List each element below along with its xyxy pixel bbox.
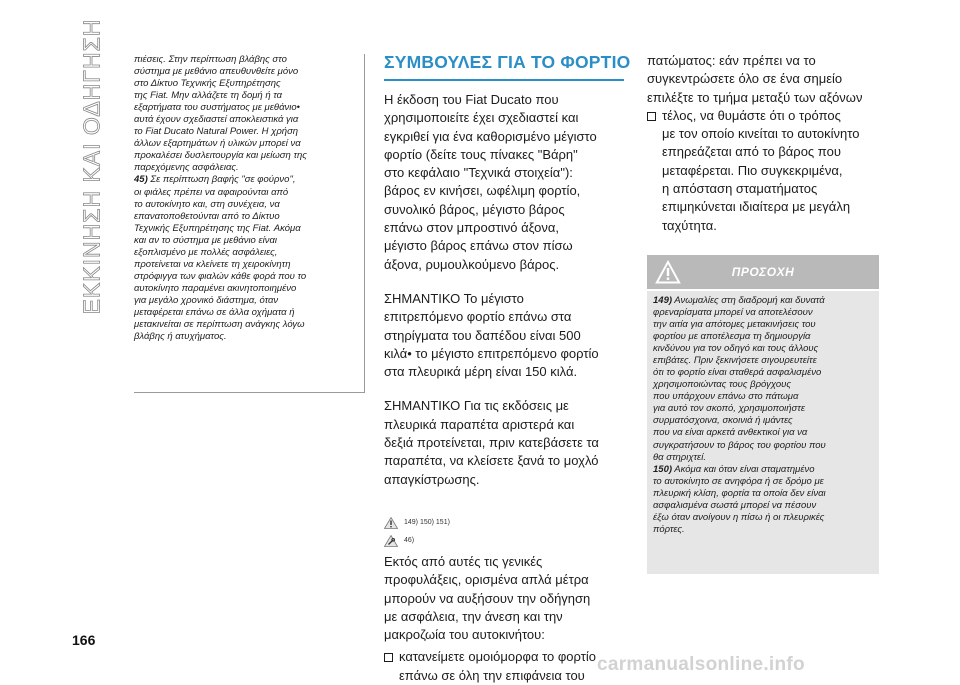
caution-wrench-icon (384, 535, 398, 547)
watermark: carmanualsonline.info (597, 654, 805, 675)
caution-references (384, 533, 624, 549)
general-precautions-paragraph: Εκτός από αυτές τις γενικές προφυλάξεις, ορισμένα απλά μέτρα μπορούν να αυξήσουν την οδήγηση με ασφάλεια, την άνεση και την μακροζωία του αυτοκινήτου: (384, 553, 591, 643)
middle-column (384, 52, 631, 685)
section-heading: ΣΥΜΒΟΥΛΕΣ ΓΙΑ ΤΟ ΦΟΡΤΙΟ (384, 52, 624, 81)
square-bullet-icon (647, 112, 656, 121)
warning-150 (653, 464, 875, 536)
warning-149-number: 149) (653, 294, 673, 306)
left-column-paragraph: πιέσεις. Στην περίπτωση βλάβης στο σύστημα με μεθάνιο απευθυνθείτε μόνο στο Δίκτυο Τεχνικής Εξυπηρέτησης της Fiat. Μην αλλάζετε τη δομή ή τα εξαρτήματα του συστήματος με μεθάνιο• αυτά έχουν σχεδιαστεί αποκλειστικά για το Fiat Ducato Natural Power. Η χρήση άλλων εξαρτημάτων ή υλικών μπορεί να προκαλέσει δυσλειτουργία και μείωση της παρεχόμενης ασφάλειας. (134, 54, 307, 174)
note-45 (134, 174, 364, 343)
bullet-distribute-load (384, 648, 624, 685)
warning-149 (653, 295, 875, 464)
left-column (134, 54, 365, 393)
bullet-distribute-load-text: κατανείμετε ομοιόμορφα το φορτίο επάνω σε όλη την επιφάνεια του (399, 649, 596, 683)
important-side-panels-paragraph: ΣΗΜΑΝΤΙΚΟ Για τις εκδόσεις με πλευρικά παραπέτα αριστερά και δεξιά προτείνεται, πριν κατεβάσετε τα παραπέτα, να κλείσετε ξανά το μοχλό απαγκίστρωσης. (384, 398, 599, 487)
important-floor-load-paragraph: ΣΗΜΑΝΤΙΚΟ Το μέγιστο επιτρεπόμενο φορτίο επάνω στα στηρίγματα του δαπέδου είναι 500 κιλά• το μέγιστο επιτρεπόμενο φορτίο στα πλευρικά μέρη είναι 150 κιλά. (384, 290, 599, 380)
warning-150-number: 150) (653, 463, 673, 475)
warning-triangle-icon (384, 517, 398, 529)
note-45-text: Σε περίπτωση βαφής "σε φούρνο", οι φιάλες πρέπει να αφαιρούνται από το αυτοκίνητο και, στη συνέχεια, να επανατοποθετούνται από το Δίκτυο Τεχνικής Εξυπηρέτησης της Fiat. Ακόμα και αν το σύστημα με μεθάνιο είναι εξοπλισμένο με πολλές ασφάλειες, προτείνεται να κλείνετε τη χειροκίνητη στρόφιγγα των φιαλών κάθε φορά που το αυτοκίνητο παραμένει ακινητοποιημένο για μεγάλο χρονικό διάστημα, όταν μεταφέρεται επάνω σε άλλα οχήματα ή μετακινείται σε περίπτωση ανάγκης λόγω βλάβης ή ατυχήματος. (134, 174, 307, 343)
note-45-number: 45) (134, 174, 148, 186)
bullet-braking-distance (647, 107, 879, 235)
section-side-title-text: ΕΚΚΙΝΗΣΗ ΚΑΙ ΟΔΗΓΗΣΗ (78, 18, 105, 314)
warning-149-text: Ανωμαλίες στη διαδρομή και δυνατά φρεναρίσματα μπορεί να αποτελέσουν την αιτία για απότομες μετακινήσεις του φορτίου με αποτέλεσμα τη δημιουργία κινδύνου για τον οδηγό και τους άλλους επιβάτες. Πριν ξεκινήσετε σιγουρευτείτε ότι το φορτίο είναι σταθερά ασφαλισμένο χρησιμοποιώντας τους βρόγχους που υπάρχουν επάνω στο πάτωμα για αυτό τον σκοπό, χρησιμοποιήστε συρματόσχοινα, σκοινιά ή ιμάντες που να είναι αρκετά ανθεκτικοί για να συγκρατήσουν το βάρος του φορτίου που θα στηριχτεί. (653, 294, 826, 463)
right-column (647, 52, 879, 574)
page-number: 166 (72, 632, 96, 648)
warning-box-header (647, 255, 879, 289)
bullet-distribute-load-continued: πατώματος: εάν πρέπει να το συγκεντρώσετε όλο σε ένα σημείο επιλέξτε το τμήμα μεταξύ των αξόνων (647, 53, 863, 105)
section-side-title (72, 16, 112, 316)
warning-references (384, 515, 624, 531)
load-intro-paragraph: Η έκδοση του Fiat Ducato που χρησιμοποιείτε έχει σχεδιαστεί και εγκριθεί για ένα καθορισμένο μέγιστο φορτίο (δείτε τους πίνακες "Βάρη" στο κεφάλαιο "Τεχνικά στοιχεία"): βάρος εν κινήσει, ωφέλιμη φορτίο, συνολικό βάρος, μέγιστο βάρος επάνω στον μπροστινό άξονα, μέγιστο βάρος επάνω στον πίσω άξονα, ρυμουλκούμενο βάρος. (384, 92, 597, 272)
warning-box-body (647, 291, 879, 574)
warning-references-text: 149) 150) 151) (404, 519, 450, 527)
warning-150-text: Ακόμα και όταν είναι σταματημένο το αυτοκίνητο σε ανηφόρα ή σε δρόμο με πλευρική κλίση, φορτία τα οποία δεν είναι ασφαλισμένα σωστά μπορεί να πέσουν έξω όταν ανοίγουν η πίσω ή οι πλευρικές πόρτες. (653, 463, 826, 535)
square-bullet-icon (384, 653, 393, 662)
caution-references-text: 46) (404, 537, 415, 545)
warning-box-title: ΠΡΟΣΟΧΗ (731, 264, 795, 279)
bullet-braking-distance-text: τέλος, να θυμάστε ότι ο τρόπος με τον οποίο κινείται το αυτοκίνητο επηρεάζεται από το βάρος που μεταφέρεται. Πιο συγκεκριμένα, η απόσταση σταματήματος επιμηκύνεται ιδιαίτερα με μεγάλη ταχύτητα. (662, 107, 860, 233)
